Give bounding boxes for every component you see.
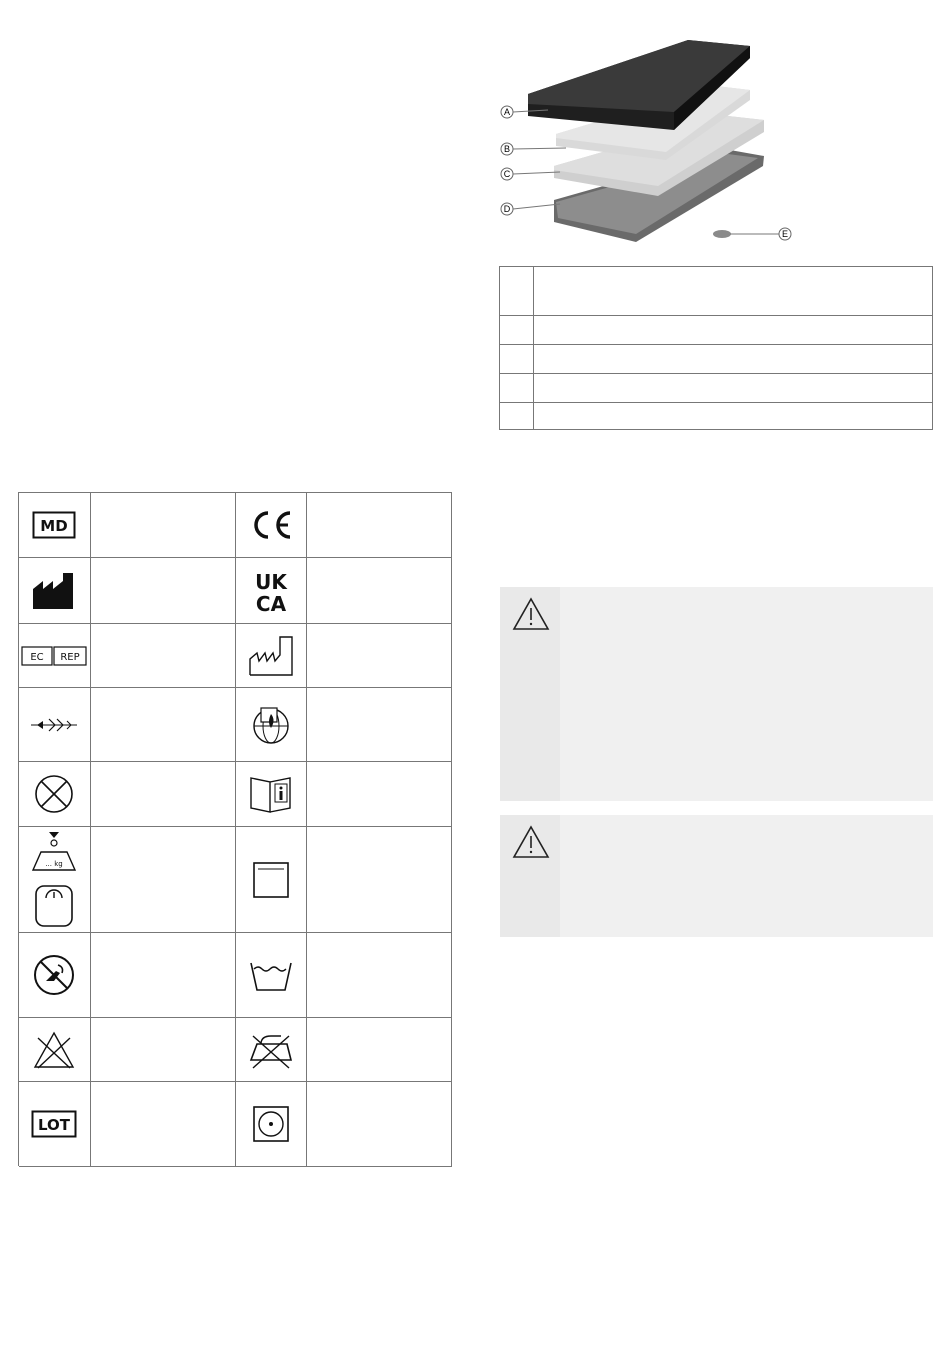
label-d: D (503, 204, 511, 214)
table-row (19, 493, 452, 558)
symbol-description (307, 624, 452, 687)
part-description (534, 267, 932, 315)
manufacturer-icon (19, 558, 91, 623)
svg-text:LOT: LOT (38, 1116, 71, 1134)
mattress-exploded-diagram (498, 38, 798, 250)
table-row (19, 827, 452, 933)
svg-text:UK: UK (255, 569, 287, 594)
symbol-description (91, 933, 236, 1017)
table-row (500, 374, 932, 403)
svg-text:CA: CA (255, 591, 286, 614)
symbol-description (91, 1018, 236, 1081)
table-row (19, 933, 452, 1018)
ukca-mark-icon (236, 558, 308, 623)
tumble-dry-icon (236, 1082, 308, 1166)
svg-text:MD: MD (40, 517, 69, 535)
part-description (534, 403, 932, 429)
part-description (534, 374, 932, 402)
svg-text:REP: REP (60, 651, 81, 663)
symbol-description (91, 688, 236, 761)
table-row (19, 1082, 452, 1167)
ce-mark-icon (236, 493, 308, 557)
warning-box (500, 815, 933, 937)
table-row (500, 316, 932, 345)
medical-device-md-icon (19, 493, 91, 557)
symbol-description (307, 1018, 452, 1081)
lot-number-icon (19, 1082, 91, 1166)
symbol-description (307, 762, 452, 826)
part-key (500, 403, 534, 429)
table-row (19, 624, 452, 688)
table-row (19, 1018, 452, 1082)
label-e: E (781, 229, 789, 239)
label-b: B (503, 144, 511, 154)
part-description (534, 316, 932, 344)
symbol-description (307, 933, 452, 1017)
do-not-bleach-icon (19, 1018, 91, 1081)
warning-box (500, 587, 933, 801)
symbol-description (307, 1082, 452, 1166)
weight-limit-icon (19, 827, 91, 932)
symbol-description (307, 493, 452, 557)
ec-rep-icon (19, 624, 91, 687)
table-row (500, 345, 932, 374)
symbol-description (91, 624, 236, 687)
symbol-description (91, 493, 236, 557)
tumble-dry-box-icon (236, 827, 308, 932)
symbol-description (91, 827, 236, 932)
part-description (534, 345, 932, 373)
table-row (19, 762, 452, 827)
label-c: C (503, 169, 511, 179)
svg-text:... kg: ... kg (45, 859, 64, 868)
label-a: A (503, 107, 511, 117)
part-key (500, 345, 534, 373)
wash-tub-icon (236, 933, 308, 1017)
symbols-table (18, 492, 452, 1166)
part-key (500, 316, 534, 344)
svg-text:EC: EC (30, 651, 45, 663)
fire-safety-globe-icon (236, 688, 308, 761)
date-of-manufacture-icon (236, 624, 308, 687)
no-smoking-icon (19, 933, 91, 1017)
do-not-dry-clean-icon (19, 762, 91, 826)
do-not-iron-icon (236, 1018, 308, 1081)
warning-triangle-icon (512, 597, 550, 636)
flammability-icon (19, 688, 91, 761)
consult-instructions-icon (236, 762, 308, 826)
part-key (500, 267, 534, 315)
table-row (19, 558, 452, 624)
warning-triangle-icon (512, 825, 550, 864)
table-row (500, 403, 932, 429)
table-row (19, 688, 452, 762)
symbol-description (307, 688, 452, 761)
symbol-description (307, 558, 452, 623)
symbol-description (91, 1082, 236, 1166)
part-key (500, 374, 534, 402)
symbol-description (307, 827, 452, 932)
symbol-description (91, 762, 236, 826)
symbol-description (91, 558, 236, 623)
parts-table (499, 266, 933, 430)
table-row (500, 267, 932, 316)
